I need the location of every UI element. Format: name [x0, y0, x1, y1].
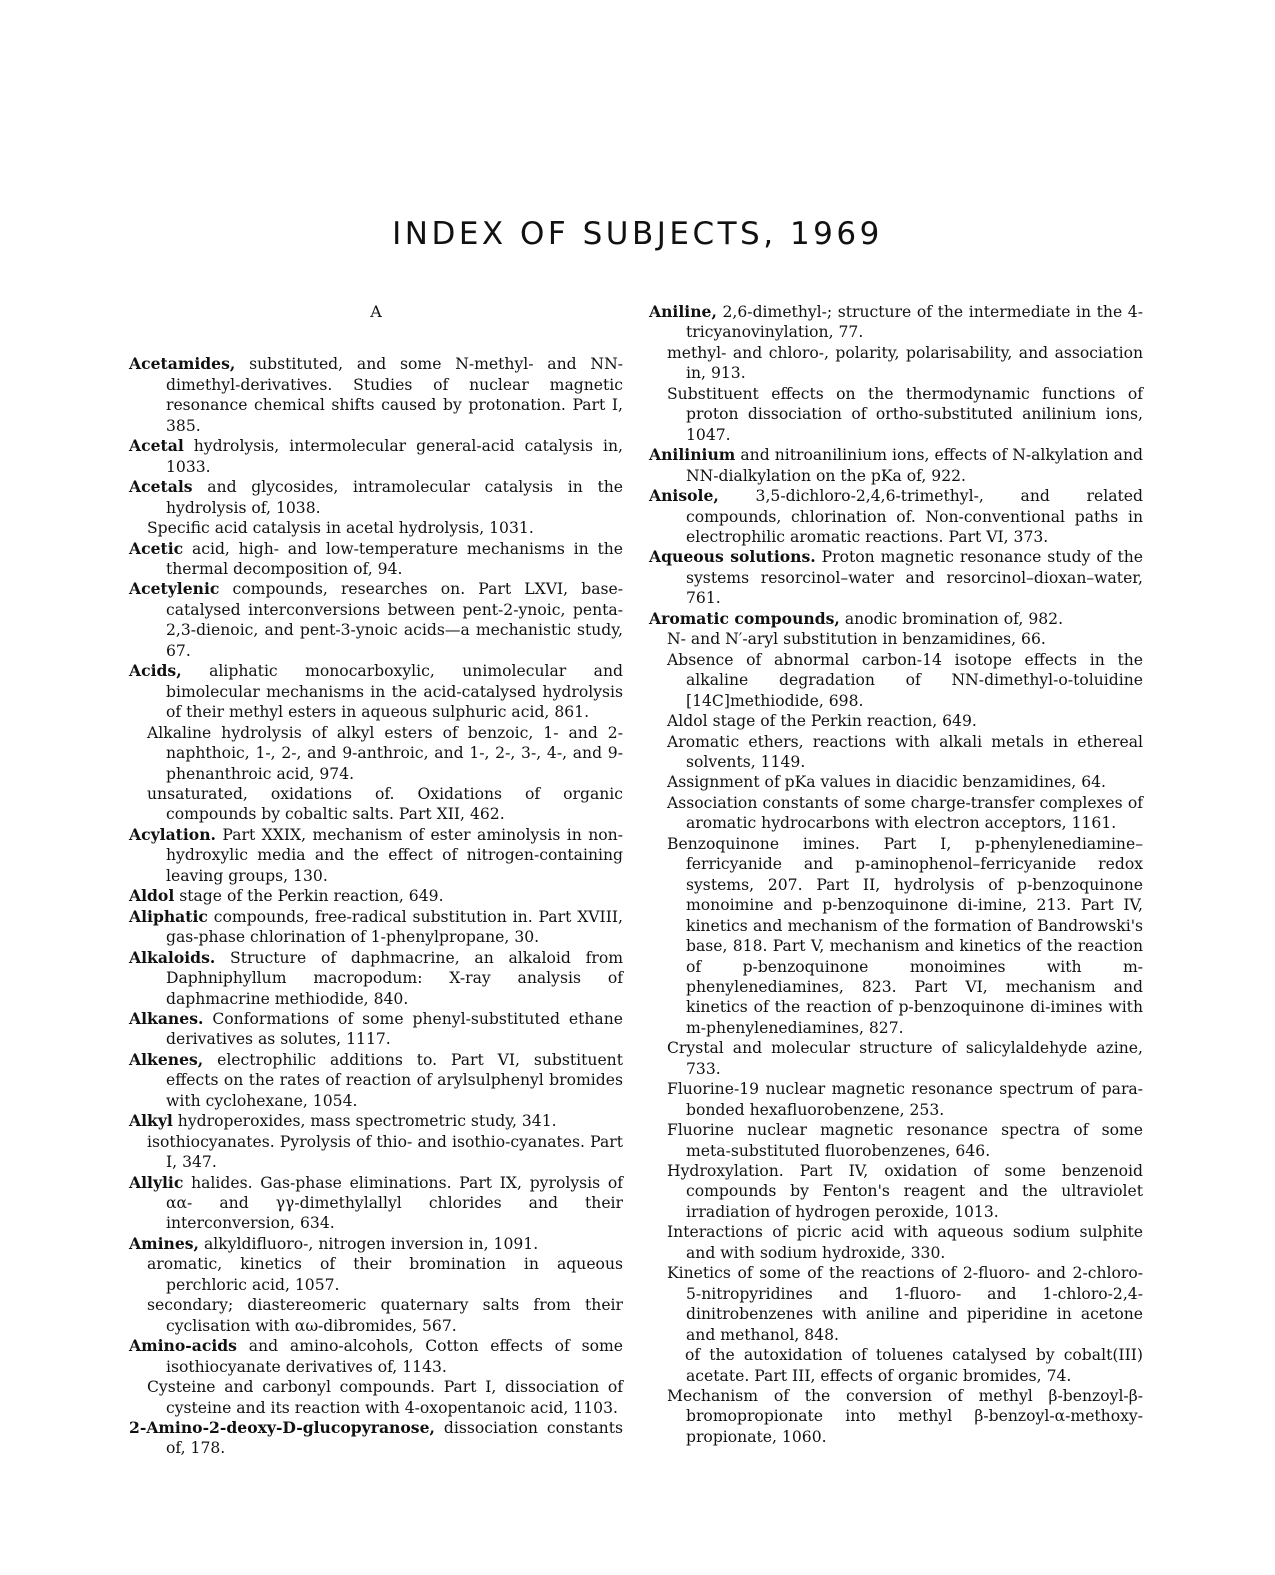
entry-text: Interactions of picric acid with aqueous sodium sulphite and with sodium hydroxide, 330. [667, 1223, 1143, 1262]
entry-text: and glycosides, intramolecular catalysis in the hydrolysis of, 1038. [166, 478, 623, 517]
index-entry [129, 1234, 623, 1254]
index-entry [129, 661, 623, 722]
entry-heading: Alkanes. [129, 1008, 204, 1028]
entry-heading: 2-Amino-2-deoxy-D-glucopyranose, [129, 1418, 435, 1438]
index-entry [129, 1173, 623, 1234]
entry-heading: Acetal [129, 436, 184, 456]
index-entry [649, 772, 1143, 792]
index-entry [129, 579, 623, 661]
index-entry [649, 1263, 1143, 1345]
entry-text: isothiocyanates. Pyrolysis of thio- and isothio-cyanates. Part I, 347. [147, 1132, 623, 1172]
index-entry [649, 629, 1143, 649]
entry-text: Proton magnetic resonance study of the systems resorcinol–water and resorcinol–dioxan–water, 761. [686, 548, 1143, 608]
entry-text: Association constants of some charge-transfer complexes of aromatic hydrocarbons with electron acceptors, 1161. [667, 793, 1143, 833]
index-entry [129, 784, 623, 825]
index-entry [649, 1345, 1143, 1386]
index-entry [129, 1418, 623, 1459]
index-entry [649, 1161, 1143, 1222]
index-entry [649, 1222, 1143, 1263]
entry-text: Fluorine-19 nuclear magnetic resonance spectrum of para-bonded hexafluorobenzene, 253. [667, 1080, 1143, 1119]
entry-text: aliphatic monocarboxylic, unimolecular and bimolecular mechanisms in the acid-catalysed hydrolysis of their methyl esters in aqueous sulphuric acid, 861. [166, 662, 623, 722]
index-entry [649, 732, 1143, 773]
entry-heading: Aromatic compounds, [649, 608, 840, 628]
entry-text: Hydroxylation. Part IV, oxidation of some benzenoid compounds by Fenton's reagent and the ultraviolet irradiation of hydrogen peroxide, 1013. [667, 1162, 1143, 1221]
right-column [649, 302, 1143, 1447]
entry-text: Benzoquinone imines. Part I, p-phenylenediamine–ferricyanide and p-aminophenol–ferricyanide redox systems, 207. Part II, hydrolysis of p-benzoquinone monoimine and p-benzoquinone di-imine, 213. Part IV, kinetics and mechanism of the formation of Bandrowski's base, 818. Part V, mechanism and kinetics of the reaction of p-benzoquinone monoimines with m-phenylenediamines, 823. Part VI, mechanism and kinetics of the reaction of p-benzoquinone di-imines with m-phenylenediamines, 827. [667, 834, 1143, 1037]
index-entry [649, 711, 1143, 731]
index-entry [649, 384, 1143, 445]
index-entry [649, 834, 1143, 1039]
index-entry [129, 723, 623, 784]
entry-text: Fluorine nuclear magnetic resonance spectra of some meta-substituted fluorobenzenes, 646. [667, 1121, 1143, 1160]
index-entry [129, 907, 623, 948]
entry-text: substituted, and some N-methyl- and NN-dimethyl-derivatives. Studies of nuclear magnetic resonance chemical shifts caused by protonation. Part I, 385. [166, 355, 623, 435]
index-entry [129, 1377, 623, 1418]
index-entry [649, 609, 1143, 629]
index-entry [129, 436, 623, 477]
index-entry [129, 1295, 623, 1336]
entry-text: Conformations of some phenyl-substituted ethane derivatives as solutes, 1117. [166, 1009, 623, 1049]
entry-heading: Aldol [129, 886, 175, 906]
entry-text: anodic bromination of, 982. [844, 609, 1064, 628]
index-entry [129, 1050, 623, 1111]
entry-text: halides. Gas-phase eliminations. Part IX, pyrolysis of αα- and γγ-dimethylallyl chlorides and their interconversion, 634. [166, 1173, 623, 1233]
index-entry [649, 650, 1143, 711]
left-column [129, 302, 623, 1459]
entry-text: Assignment of pKa values in diacidic benzamidines, 64. [667, 773, 1107, 792]
entry-heading: Alkyl [129, 1111, 173, 1131]
index-entry [129, 825, 623, 886]
entry-text: unsaturated, oxidations of. Oxidations of organic compounds by cobaltic salts. Part XII, 462. [147, 784, 623, 824]
entry-heading: Aqueous solutions. [649, 547, 816, 567]
index-entry [649, 343, 1143, 384]
section-letter: A [370, 302, 382, 321]
index-entry [129, 1009, 623, 1050]
entry-text: Alkaline hydrolysis of alkyl esters of benzoic, 1- and 2-naphthoic, 1-, 2-, and 9-anthroic, and 1-, 2-, 3-, 4-, and 9-phenanthroic acid, 974. [147, 723, 623, 783]
entry-heading: Acetic [129, 538, 184, 558]
entry-heading: Anilinium [649, 445, 736, 465]
index-entry [649, 793, 1143, 834]
index-entry [129, 886, 623, 906]
index-entry [129, 1111, 623, 1131]
entry-text: methyl- and chloro-, polarity, polarisability, and association in, 913. [667, 343, 1143, 383]
index-entry [649, 486, 1143, 547]
entry-text: alkyldifluoro-, nitrogen inversion in, 1091. [203, 1234, 539, 1253]
index-entry [129, 477, 623, 518]
entry-heading: Amines, [129, 1233, 199, 1253]
entry-heading: Amino-acids [129, 1336, 237, 1356]
page-title: INDEX OF SUBJECTS, 1969 [392, 216, 883, 252]
entry-text: acid, high- and low-temperature mechanisms in the thermal decomposition of, 94. [166, 539, 623, 578]
entry-text: Cysteine and carbonyl compounds. Part I, dissociation of cysteine and its reaction with 4-oxopentanoic acid, 1103. [147, 1378, 623, 1417]
entry-heading: Acetals [129, 477, 193, 497]
index-entry [649, 1386, 1143, 1447]
index-entry [129, 539, 623, 580]
entry-heading: Acetylenic [129, 579, 220, 599]
entry-text: 3,5-dichloro-2,4,6-trimethyl-, and related compounds, chlorination of. Non-conventional paths in electrophilic aromatic reactions. Part VI, 373. [686, 487, 1143, 546]
index-entry [129, 518, 623, 538]
entry-text: dissociation constants of, 178. [166, 1419, 623, 1458]
entry-heading: Acids, [129, 661, 182, 681]
entry-heading: Anisole, [649, 486, 719, 506]
entry-text: Part XXIX, mechanism of ester aminolysis in non-hydroxylic media and the effect of nitrogen-containing leaving groups, 130. [166, 825, 623, 885]
entry-heading: Allylic [129, 1172, 184, 1192]
index-entry [649, 302, 1143, 343]
entry-heading: Aniline, [649, 302, 717, 321]
entry-text: Specific acid catalysis in acetal hydrolysis, 1031. [147, 519, 534, 538]
entry-text: hydrolysis, intermolecular general-acid catalysis in, 1033. [166, 437, 623, 476]
index-entry [649, 1120, 1143, 1161]
entry-heading: Acylation. [129, 824, 216, 844]
left-entries [129, 354, 623, 1458]
index-entry [129, 354, 623, 436]
entry-text: secondary; diastereomeric quaternary salts from their cyclisation with αω-dibromides, 567. [147, 1296, 623, 1335]
index-entry [129, 1254, 623, 1295]
entry-text: 2,6-dimethyl-; structure of the intermediate in the 4-tricyanovinylation, 77. [686, 303, 1143, 342]
entry-text: Aromatic ethers, reactions with alkali metals in ethereal solvents, 1149. [667, 732, 1143, 771]
entry-text: and nitroanilinium ions, effects of N-alkylation and NN-dialkylation on the pKa of, 922. [686, 446, 1144, 485]
entry-text: Kinetics of some of the reactions of 2-fluoro- and 2-chloro-5-nitropyridines and 1-fluoro- and 1-chloro-2,4-dinitrobenzenes with aniline and piperidine in acetone and methanol, 848. [667, 1264, 1143, 1344]
index-entry [649, 1038, 1143, 1079]
entry-text: N- and N′-aryl substitution in benzamidines, 66. [667, 630, 1046, 649]
entry-heading: Aliphatic [129, 906, 208, 926]
entry-heading: Acetamides, [129, 354, 236, 374]
index-entry [129, 1132, 623, 1173]
entry-heading: Alkenes, [129, 1049, 204, 1069]
entry-text: Structure of daphmacrine, an alkaloid from Daphniphyllum macropodum: X-ray analysis of daphmacrine methiodide, 840. [166, 948, 623, 1008]
index-entry [649, 1079, 1143, 1120]
entry-text: and amino-alcohols, Cotton effects of some isothiocyanate derivatives of, 1143. [166, 1337, 623, 1376]
index-entry [129, 948, 623, 1009]
entry-text: Crystal and molecular structure of salicylaldehyde azine, 733. [667, 1039, 1143, 1078]
entry-text: aromatic, kinetics of their bromination in aqueous perchloric acid, 1057. [147, 1255, 623, 1294]
entry-heading: Alkaloids. [129, 947, 216, 967]
right-entries [649, 302, 1143, 1447]
index-entry [129, 1336, 623, 1377]
index-entry [649, 445, 1143, 486]
entry-text: Absence of abnormal carbon-14 isotope effects in the alkaline degradation of NN-dimethyl-o-toluidine [14C]methiodide, 698. [667, 650, 1143, 710]
index-entry [649, 547, 1143, 608]
entry-text: hydroperoxides, mass spectrometric study, 341. [177, 1112, 557, 1131]
entry-text: stage of the Perkin reaction, 649. [179, 887, 444, 906]
entry-text: of the autoxidation of toluenes catalysed by cobalt(III) acetate. Part III, effects of organic bromides, 74. [685, 1346, 1143, 1385]
entry-text: compounds, free-radical substitution in. Part XVIII, gas-phase chlorination of 1-phenylpropane, 30. [166, 907, 623, 947]
entry-text: Mechanism of the conversion of methyl β-benzoyl-β-bromopropionate into methyl β-benzoyl-α-methoxy-propionate, 1060. [667, 1387, 1143, 1446]
entry-text: Substituent effects on the thermodynamic functions of proton dissociation of ortho-substituted anilinium ions, 1047. [667, 384, 1143, 444]
entry-text: Aldol stage of the Perkin reaction, 649. [667, 712, 977, 731]
entry-text: compounds, researches on. Part LXVI, base-catalysed interconversions between pent-2-ynoic, penta-2,3-dienoic, and pent-3-ynoic acids—a mechanistic study, 67. [166, 580, 623, 660]
entry-text: electrophilic additions to. Part VI, substituent effects on the rates of reaction of arylsulphenyl bromides with cyclohexane, 1054. [166, 1050, 623, 1110]
